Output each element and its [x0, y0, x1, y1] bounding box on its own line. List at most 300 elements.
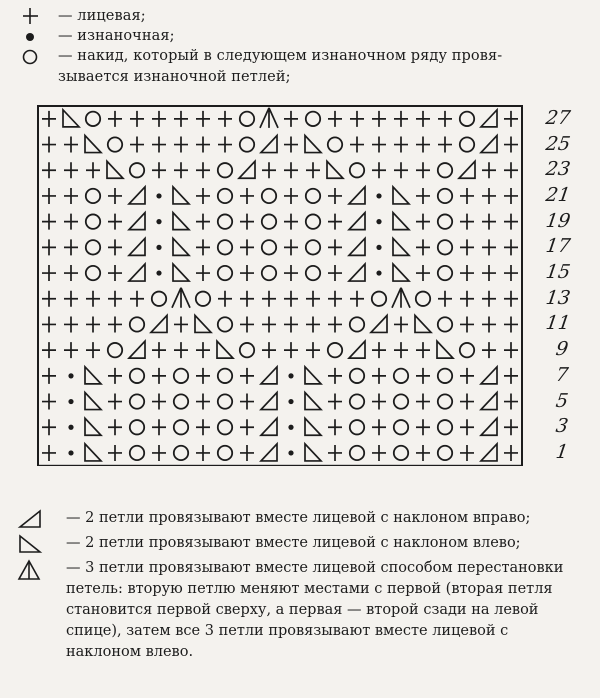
k2tog-left-stitch	[63, 110, 79, 127]
row-number-label: 19	[544, 209, 572, 232]
knit-stitch	[64, 239, 78, 255]
knit-stitch	[460, 394, 474, 410]
yarn-over-stitch	[86, 240, 100, 254]
knit-stitch	[64, 137, 78, 153]
yarn-over-stitch	[130, 317, 144, 331]
knit-stitch	[284, 342, 298, 358]
k2tog-right-stitch	[261, 136, 277, 153]
knit-stitch	[262, 291, 276, 307]
yarn-over-stitch	[438, 369, 452, 383]
knit-stitch	[328, 214, 342, 230]
purl-symbol-icon	[22, 26, 58, 46]
knit-stitch	[284, 137, 298, 153]
knit-stitch	[152, 137, 166, 153]
legend-knit	[22, 6, 582, 26]
yarn-over-stitch	[152, 292, 166, 306]
purl-stitch	[68, 450, 73, 455]
knit-stitch	[262, 316, 276, 332]
knit-stitch	[416, 214, 430, 230]
knit-stitch	[108, 445, 122, 461]
knit-stitch	[416, 137, 430, 153]
knit-stitch	[328, 188, 342, 204]
k2tog-left-stitch	[437, 341, 453, 358]
knit-stitch	[86, 291, 100, 307]
knit-stitch	[482, 265, 496, 281]
k2tog-left-stitch	[107, 161, 123, 178]
knit-stitch	[218, 137, 232, 153]
knit-stitch	[504, 137, 518, 153]
yarn-over-stitch	[240, 343, 254, 357]
knit-stitch	[460, 214, 474, 230]
knit-stitch	[416, 342, 430, 358]
yarn-over-stitch	[438, 317, 452, 331]
knit-stitch	[372, 419, 386, 435]
row-number-label: 13	[544, 286, 572, 309]
knit-stitch	[350, 137, 364, 153]
knit-stitch	[174, 342, 188, 358]
knit-stitch	[394, 111, 408, 127]
knit-stitch	[460, 188, 474, 204]
knit-stitch	[240, 368, 254, 384]
knit-stitch	[42, 316, 56, 332]
yarn-over-stitch	[218, 369, 232, 383]
k2tog-right-stitch	[261, 393, 277, 410]
purl-stitch	[376, 219, 381, 224]
knit-stitch	[42, 445, 56, 461]
knit-stitch	[284, 265, 298, 281]
yarn-over-stitch	[350, 394, 364, 408]
yarn-over-stitch	[218, 420, 232, 434]
k2tog-left-stitch	[415, 315, 431, 332]
yarn-over-stitch	[306, 266, 320, 280]
knit-stitch	[504, 265, 518, 281]
k2tog-right-stitch	[481, 136, 497, 153]
knit-stitch	[42, 137, 56, 153]
row-number-label: 23	[544, 158, 572, 181]
k2tog-left-stitch	[305, 393, 321, 410]
row-number-label: 27	[544, 106, 572, 129]
yarn-over-stitch	[460, 343, 474, 357]
knit-stitch	[64, 342, 78, 358]
k2tog-left-stitch	[85, 136, 101, 153]
knit-stitch	[86, 342, 100, 358]
knit-stitch	[108, 291, 122, 307]
yarn-over-stitch	[86, 214, 100, 228]
knit-stitch	[482, 188, 496, 204]
knit-stitch	[460, 419, 474, 435]
knit-stitch	[42, 342, 56, 358]
yarn-over-stitch	[328, 343, 342, 357]
knit-stitch	[416, 162, 430, 178]
knit-stitch	[394, 342, 408, 358]
yarn-over-stitch	[218, 189, 232, 203]
yarn-over-stitch	[438, 189, 452, 203]
knit-stitch	[284, 316, 298, 332]
knit-stitch	[240, 239, 254, 255]
purl-stitch	[156, 219, 161, 224]
knit-stitch	[328, 419, 342, 435]
legend-purl	[22, 26, 582, 46]
yarn-over-stitch	[218, 394, 232, 408]
knit-stitch	[196, 419, 210, 435]
purl-stitch	[288, 425, 293, 430]
yarn-over-stitch	[240, 112, 254, 126]
yarn-over-stitch	[350, 369, 364, 383]
yarn-over-stitch	[460, 112, 474, 126]
knit-stitch	[504, 239, 518, 255]
yarn-over-stitch	[416, 292, 430, 306]
knit-stitch	[416, 265, 430, 281]
k2tog-right-stitch	[151, 315, 167, 332]
purl-stitch	[288, 373, 293, 378]
knit-stitch	[306, 162, 320, 178]
k2tog-right-stitch	[349, 264, 365, 281]
knit-stitch	[284, 162, 298, 178]
k2tog-right-stitch	[481, 418, 497, 435]
knit-stitch	[130, 291, 144, 307]
yarn-over-stitch	[86, 189, 100, 203]
knit-stitch	[240, 445, 254, 461]
knit-stitch	[482, 214, 496, 230]
knit-stitch	[482, 291, 496, 307]
knit-stitch	[460, 291, 474, 307]
knit-stitch	[218, 291, 232, 307]
legend-bottom	[16, 508, 586, 663]
yarn-over-stitch	[438, 420, 452, 434]
knit-stitch	[416, 445, 430, 461]
knit-stitch	[284, 111, 298, 127]
knit-stitch	[306, 291, 320, 307]
yarn-over-stitch	[394, 369, 408, 383]
legend-left-slant	[16, 533, 586, 555]
yarn-over-stitch	[196, 292, 210, 306]
knit-stitch	[394, 162, 408, 178]
k2tog-left-stitch	[173, 187, 189, 204]
knit-stitch	[284, 188, 298, 204]
row-number-label: 15	[544, 261, 572, 284]
purl-stitch	[376, 193, 381, 198]
yarn-over-stitch	[86, 266, 100, 280]
three-together-decrease-icon	[16, 558, 66, 580]
knit-stitch	[108, 368, 122, 384]
knit-stitch	[416, 419, 430, 435]
knit-stitch	[240, 291, 254, 307]
knit-stitch	[394, 137, 408, 153]
knit-stitch	[460, 316, 474, 332]
row-number-label: 7	[554, 363, 570, 386]
yarn-over-stitch	[350, 420, 364, 434]
legend-right-slant	[16, 508, 586, 530]
knit-stitch	[196, 137, 210, 153]
knit-stitch	[196, 394, 210, 410]
knit-stitch	[240, 265, 254, 281]
yarn-over-stitch	[438, 446, 452, 460]
yarn-over-stitch	[328, 137, 342, 151]
knit-stitch	[174, 316, 188, 332]
knit-stitch	[240, 188, 254, 204]
purl-stitch	[68, 399, 73, 404]
knit-stitch	[306, 342, 320, 358]
knit-stitch	[196, 214, 210, 230]
knit-stitch	[306, 316, 320, 332]
knit-stitch	[240, 214, 254, 230]
knit-stitch	[504, 342, 518, 358]
knit-stitch	[372, 111, 386, 127]
knit-stitch	[196, 239, 210, 255]
legend-yarn-over	[22, 46, 582, 88]
k2tog-right-stitch	[129, 238, 145, 255]
knit-stitch	[218, 111, 232, 127]
yarn-over-stitch	[108, 137, 122, 151]
yarn-over-stitch	[86, 112, 100, 126]
knit-stitch	[416, 111, 430, 127]
knit-stitch	[196, 342, 210, 358]
k2tog-left-stitch	[173, 264, 189, 281]
row-number-label: 17	[544, 235, 572, 258]
yarn-over-stitch	[262, 214, 276, 228]
knit-stitch	[108, 316, 122, 332]
legend-yarn-over-text-1: — накид, который в следующем изнаночном ряду провя-	[58, 48, 503, 64]
knit-stitch	[504, 111, 518, 127]
knit-stitch	[372, 342, 386, 358]
k2tog-right-stitch	[261, 444, 277, 461]
k2tog-right-stitch	[239, 161, 255, 178]
knit-stitch	[482, 162, 496, 178]
knit-stitch	[196, 368, 210, 384]
knit-stitch	[196, 265, 210, 281]
knit-stitch	[240, 394, 254, 410]
knit-stitch	[130, 111, 144, 127]
yarn-over-stitch	[306, 214, 320, 228]
knit-stitch	[482, 239, 496, 255]
row-number-label: 11	[544, 312, 572, 335]
knit-stitch	[460, 445, 474, 461]
knit-stitch	[42, 239, 56, 255]
knit-stitch	[504, 214, 518, 230]
knit-stitch	[504, 445, 518, 461]
yarn-over-stitch	[174, 420, 188, 434]
knit-stitch	[174, 137, 188, 153]
k2tog-left-stitch	[85, 444, 101, 461]
k2tog-right-stitch	[129, 264, 145, 281]
knit-stitch	[152, 419, 166, 435]
knit-stitch	[174, 111, 188, 127]
k2tog-left-stitch	[195, 315, 211, 332]
k2tog-right-stitch	[129, 213, 145, 230]
row-number-label: 21	[544, 183, 572, 206]
knit-stitch	[328, 394, 342, 410]
left-slant-decrease-icon	[16, 533, 66, 555]
k2tog-left-stitch	[305, 136, 321, 153]
knit-stitch	[42, 265, 56, 281]
row-number-label: 25	[544, 132, 572, 155]
yarn-over-stitch	[174, 446, 188, 460]
knit-stitch	[460, 239, 474, 255]
knit-stitch	[504, 162, 518, 178]
legend-left-slant-text: — 2 петли провязывают вместе лицевой с наклоном влево;	[66, 535, 521, 551]
knit-stitch	[328, 239, 342, 255]
knit-stitch	[108, 188, 122, 204]
legend-yarn-over-text-2: зывается изнаночной петлей;	[58, 69, 291, 85]
yarn-over-stitch	[372, 292, 386, 306]
knit-stitch	[108, 239, 122, 255]
purl-stitch	[68, 425, 73, 430]
knit-stitch	[482, 342, 496, 358]
k2tog-right-stitch	[349, 341, 365, 358]
legend-right-slant-text: — 2 петли провязывают вместе лицевой с наклоном вправо;	[66, 510, 531, 526]
yarn-over-stitch	[130, 394, 144, 408]
knit-stitch	[86, 316, 100, 332]
yarn-over-stitch	[394, 420, 408, 434]
knit-stitch	[64, 214, 78, 230]
legend-three-together-text: — 3 петли провязывают вместе лицевой способом перестановки петель: вторую петлю меняют местами с первой (вторая петля становится первой сверху, а первая — второй сзади на левой спице), затем все 3 петли провязывают вместе лицевой с наклоном влево.	[66, 560, 564, 660]
yarn-over-stitch	[130, 420, 144, 434]
knit-stitch	[328, 265, 342, 281]
knit-stitch	[284, 291, 298, 307]
knit-stitch	[152, 368, 166, 384]
knit-stitch	[504, 419, 518, 435]
knit-stitch	[350, 111, 364, 127]
knit-stitch	[328, 111, 342, 127]
yarn-over-stitch	[306, 112, 320, 126]
knit-stitch	[42, 291, 56, 307]
knit-stitch	[152, 111, 166, 127]
knit-stitch	[438, 291, 452, 307]
yarn-over-stitch	[130, 163, 144, 177]
knit-stitch	[482, 316, 496, 332]
yarn-over-stitch	[218, 240, 232, 254]
purl-stitch	[156, 193, 161, 198]
knit-stitch	[416, 239, 430, 255]
knit-stitch	[42, 394, 56, 410]
k2tog-left-stitch	[305, 444, 321, 461]
k2tog-right-stitch	[129, 187, 145, 204]
knit-stitch	[504, 291, 518, 307]
knit-stitch	[86, 162, 100, 178]
k2tog-left-stitch	[173, 238, 189, 255]
k2tog-right-stitch	[349, 238, 365, 255]
knit-stitch	[504, 368, 518, 384]
knit-stitch	[174, 162, 188, 178]
k2tog-left-stitch	[327, 161, 343, 178]
knit-stitch	[328, 291, 342, 307]
yarn-over-stitch	[108, 343, 122, 357]
knit-stitch	[152, 342, 166, 358]
purl-stitch	[288, 450, 293, 455]
yarn-over-stitch	[460, 137, 474, 151]
k2tog-left-stitch	[393, 213, 409, 230]
yarn-over-stitch	[438, 214, 452, 228]
knit-stitch	[262, 342, 276, 358]
knit-stitch	[152, 445, 166, 461]
yarn-over-stitch	[394, 394, 408, 408]
k2tog-left-stitch	[85, 393, 101, 410]
yarn-over-stitch	[174, 394, 188, 408]
legend-three-together	[16, 558, 586, 663]
knit-stitch	[328, 368, 342, 384]
knit-stitch	[240, 316, 254, 332]
chart-border	[38, 106, 522, 466]
k2tog-right-stitch	[459, 161, 475, 178]
knit-stitch	[240, 419, 254, 435]
k2tog-left-stitch	[85, 418, 101, 435]
yarn-over-symbol-icon	[22, 46, 58, 66]
knit-stitch	[372, 162, 386, 178]
knit-stitch	[42, 419, 56, 435]
purl-stitch	[156, 245, 161, 250]
knit-stitch	[372, 368, 386, 384]
knit-stitch	[504, 188, 518, 204]
k2tog-left-stitch	[305, 418, 321, 435]
knit-stitch	[196, 162, 210, 178]
k2tog-right-stitch	[261, 418, 277, 435]
k2tog-right-stitch	[261, 367, 277, 384]
knit-stitch	[64, 162, 78, 178]
k3tog-stitch	[392, 288, 410, 308]
yarn-over-stitch	[394, 446, 408, 460]
yarn-over-stitch	[262, 266, 276, 280]
right-slant-decrease-icon	[16, 508, 66, 530]
yarn-over-stitch	[438, 266, 452, 280]
k2tog-left-stitch	[305, 367, 321, 384]
knit-symbol-icon	[22, 6, 58, 26]
yarn-over-stitch	[218, 266, 232, 280]
knit-stitch	[350, 291, 364, 307]
knit-stitch	[64, 291, 78, 307]
yarn-over-stitch	[350, 163, 364, 177]
yarn-over-stitch	[174, 369, 188, 383]
legend-knit-text: — лицевая;	[58, 8, 146, 24]
row-numbers	[542, 104, 592, 464]
purl-stitch	[68, 373, 73, 378]
k2tog-left-stitch	[217, 341, 233, 358]
knit-stitch	[372, 137, 386, 153]
knit-stitch	[438, 111, 452, 127]
knit-stitch	[42, 162, 56, 178]
knit-stitch	[328, 316, 342, 332]
k2tog-left-stitch	[393, 187, 409, 204]
row-number-label: 3	[554, 415, 570, 438]
knit-stitch	[394, 316, 408, 332]
yarn-over-stitch	[130, 369, 144, 383]
knit-stitch	[328, 445, 342, 461]
k2tog-right-stitch	[349, 213, 365, 230]
k2tog-right-stitch	[481, 444, 497, 461]
knit-stitch	[460, 368, 474, 384]
k2tog-right-stitch	[481, 367, 497, 384]
yarn-over-stitch	[262, 189, 276, 203]
yarn-over-stitch	[240, 137, 254, 151]
knit-stitch	[64, 188, 78, 204]
yarn-over-stitch	[262, 240, 276, 254]
knit-stitch	[108, 111, 122, 127]
knit-stitch	[372, 394, 386, 410]
knit-stitch	[130, 137, 144, 153]
knit-stitch	[438, 137, 452, 153]
yarn-over-stitch	[438, 240, 452, 254]
yarn-over-stitch	[218, 214, 232, 228]
knit-stitch	[196, 111, 210, 127]
knit-stitch	[416, 188, 430, 204]
knit-stitch	[42, 368, 56, 384]
knit-stitch	[262, 162, 276, 178]
yarn-over-stitch	[130, 446, 144, 460]
knit-stitch	[196, 188, 210, 204]
knit-stitch	[152, 394, 166, 410]
row-number-label: 9	[554, 338, 570, 361]
knit-stitch	[504, 394, 518, 410]
k2tog-right-stitch	[481, 110, 497, 127]
